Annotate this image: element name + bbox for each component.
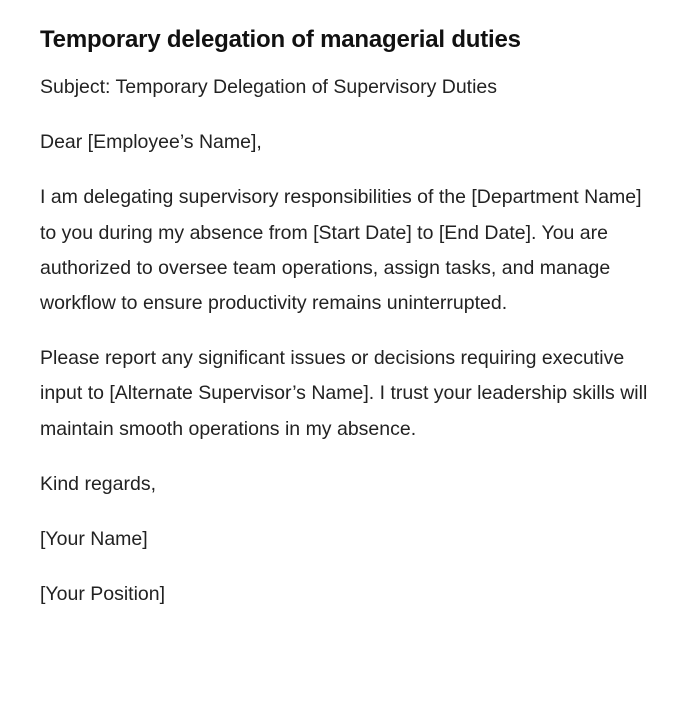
body-paragraph-reporting: Please report any significant issues or decisions requiring executive input to [Alternate Supervisor’s Name]. I trust your leadership skills will maintain smooth operations in my absence. bbox=[40, 347, 648, 440]
greeting: Dear [Employee’s Name], bbox=[40, 131, 262, 154]
body-paragraph-delegation: I am delegating supervisory responsibilities of the [Department Name] to you during my absence from [Start Date] to [End Date]. You are authorized to oversee team operations, assign tasks, and manage workflow to ensure productivity remains uninterrupted. bbox=[40, 186, 642, 315]
closing: Kind regards, bbox=[40, 472, 156, 495]
letter-document bbox=[40, 24, 650, 632]
page-title: Temporary delegation of managerial duties bbox=[40, 26, 521, 53]
signature-position: [Your Position] bbox=[40, 583, 166, 606]
subject-line: Subject: Temporary Delegation of Supervisory Duties bbox=[40, 76, 498, 98]
signature-name: [Your Name] bbox=[40, 528, 148, 551]
